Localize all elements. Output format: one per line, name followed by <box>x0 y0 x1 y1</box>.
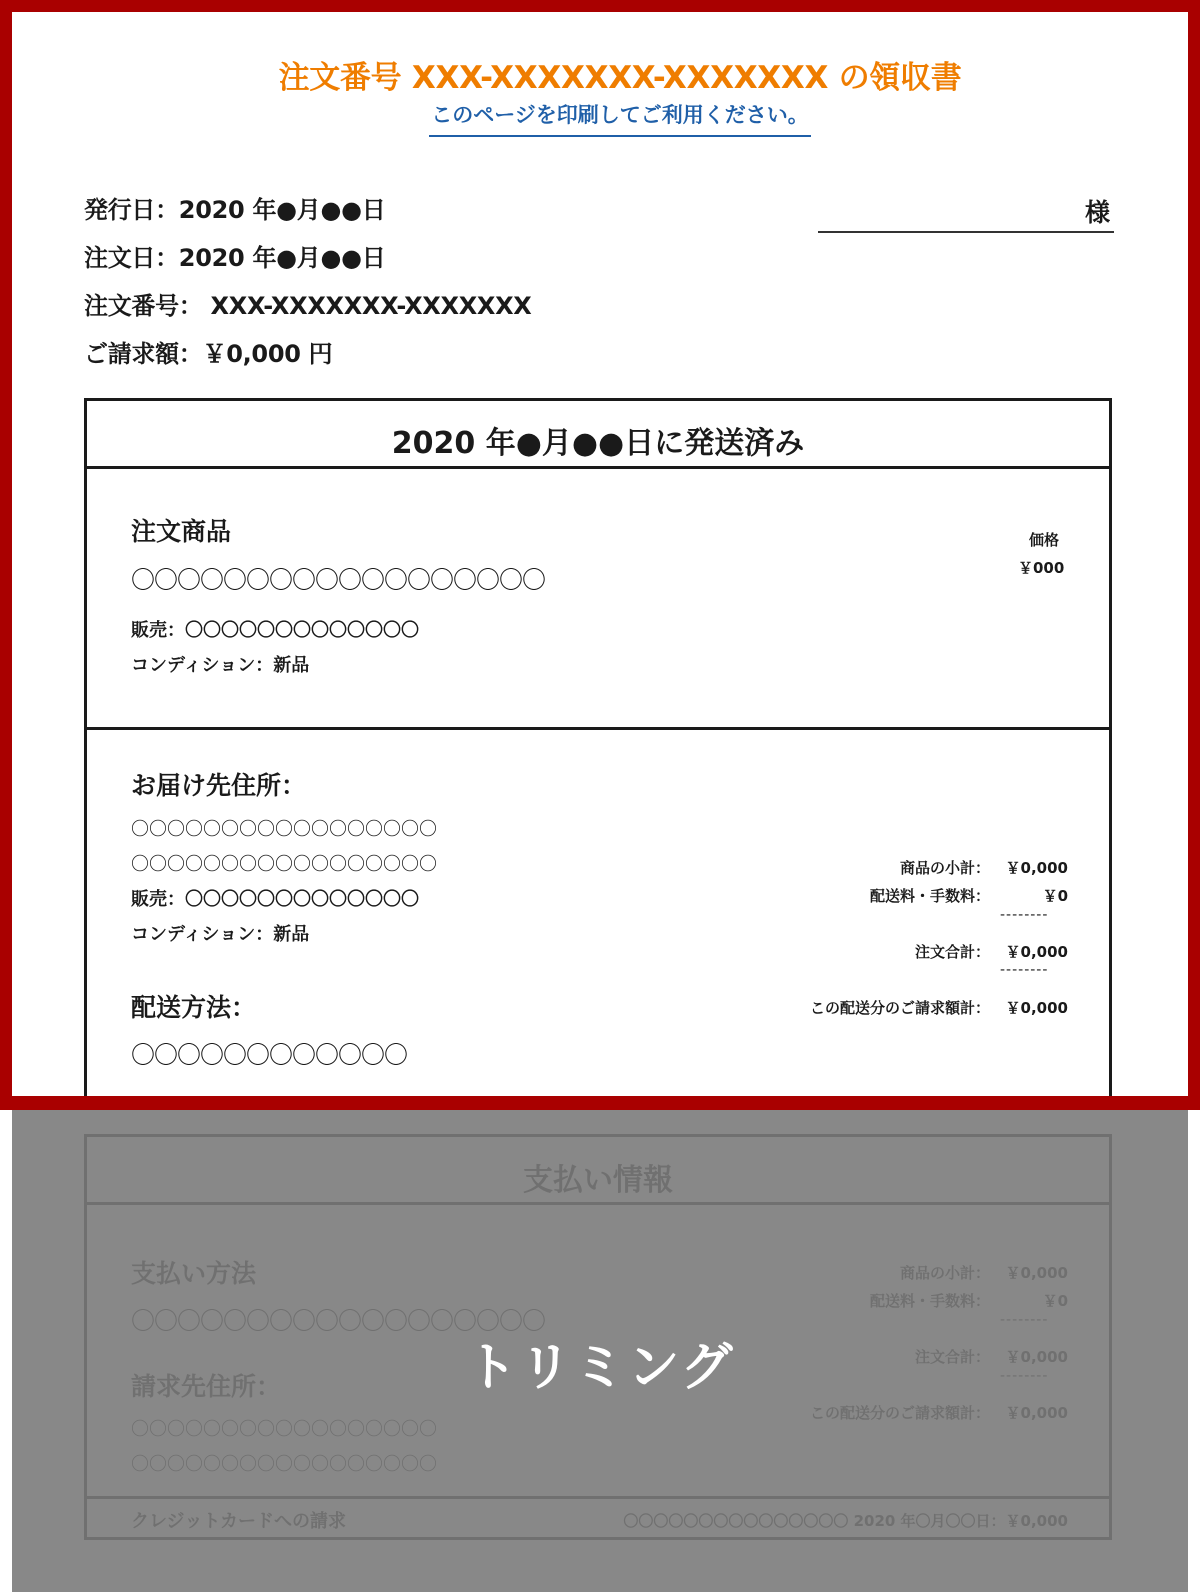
shipment-total-label: この配送分のご請求額計： <box>809 999 990 1017</box>
billing-amount: ご請求額：￥0,000 円 <box>84 340 333 368</box>
trim-label: トリミング <box>465 1338 735 1398</box>
order-total-label: 注文合計： <box>914 943 990 961</box>
recipient-name-line <box>818 231 1114 233</box>
address-line-1: 〇〇〇〇〇〇〇〇〇〇〇〇〇〇〇〇〇 <box>131 819 437 840</box>
shipment-title: 2020 年●月●●日に発送済み <box>391 426 805 461</box>
payment-shipment-total-label: この配送分のご請求額計： <box>809 1404 990 1422</box>
summary-divider: -------- <box>1000 907 1049 923</box>
shipping-fee-value: ￥0 <box>1042 887 1068 905</box>
payment-header-divider <box>84 1202 1112 1205</box>
shipping-fee-label: 配送料・手数料： <box>869 887 990 905</box>
price-value: ￥000 <box>1018 559 1065 577</box>
payment-method-value: 〇〇〇〇〇〇〇〇〇〇〇〇〇〇〇〇〇〇 <box>131 1307 545 1335</box>
payment-subtotal-value: ￥0,000 <box>1005 1264 1068 1282</box>
subtotal-label: 商品の小計： <box>899 859 990 877</box>
payment-shipping-value: ￥0 <box>1042 1292 1068 1310</box>
billing-address-line-1: 〇〇〇〇〇〇〇〇〇〇〇〇〇〇〇〇〇 <box>131 1419 437 1440</box>
honorific: 様 <box>1084 198 1110 227</box>
issue-date: 発行日：2020 年●月●●日 <box>84 196 386 224</box>
price-label: 価格 <box>1029 531 1060 549</box>
items-divider <box>84 727 1112 730</box>
subtotal-value: ￥0,000 <box>1005 859 1068 877</box>
shipping-method-heading: 配送方法： <box>131 993 257 1022</box>
payment-subtotal-label: 商品の小計： <box>899 1264 990 1282</box>
card-charge-label: クレジットカードへの請求 <box>131 1511 347 1532</box>
payment-title: 支払い情報 <box>523 1163 673 1198</box>
item-name: 〇〇〇〇〇〇〇〇〇〇〇〇〇〇〇〇〇〇 <box>131 566 545 594</box>
items-heading: 注文商品 <box>131 517 232 546</box>
address-condition: コンディション：新品 <box>131 924 310 945</box>
shipping-method-value: 〇〇〇〇〇〇〇〇〇〇〇〇 <box>131 1041 407 1069</box>
payment-summary-divider-2: -------- <box>1000 1368 1049 1384</box>
summary-divider-2: -------- <box>1000 962 1049 978</box>
shipment-total-value: ￥0,000 <box>1005 999 1068 1017</box>
shipment-header-divider <box>84 466 1112 469</box>
payment-shipping-label: 配送料・手数料： <box>869 1292 990 1310</box>
order-total-value: ￥0,000 <box>1005 943 1068 961</box>
card-charge-detail: 〇〇〇〇〇〇〇〇〇〇〇〇〇〇〇 2020 年〇月〇〇日：￥0,000 <box>623 1512 1068 1530</box>
order-number: 注文番号： XXX-XXXXXXX-XXXXXXX <box>84 292 532 320</box>
print-note-link[interactable]: このページを印刷してご利用ください。 <box>429 99 811 137</box>
payment-summary-divider: -------- <box>1000 1312 1049 1328</box>
item-condition: コンディション：新品 <box>131 655 310 676</box>
address-seller: 販売：〇〇〇〇〇〇〇〇〇〇〇〇〇 <box>131 889 419 910</box>
payment-method-heading: 支払い方法 <box>131 1259 257 1288</box>
payment-shipment-total-value: ￥0,000 <box>1005 1404 1068 1422</box>
billing-address-line-2: 〇〇〇〇〇〇〇〇〇〇〇〇〇〇〇〇〇 <box>131 1454 437 1475</box>
address-line-2: 〇〇〇〇〇〇〇〇〇〇〇〇〇〇〇〇〇 <box>131 854 437 875</box>
address-heading: お届け先住所： <box>131 771 307 800</box>
order-date: 注文日：2020 年●月●●日 <box>84 244 386 272</box>
receipt-title: 注文番号 XXX-XXXXXXX-XXXXXXX の領収書 <box>278 60 962 96</box>
payment-order-total-value: ￥0,000 <box>1005 1348 1068 1366</box>
payment-order-total-label: 注文合計： <box>914 1348 990 1366</box>
billing-address-heading: 請求先住所： <box>131 1372 282 1401</box>
item-seller: 販売：〇〇〇〇〇〇〇〇〇〇〇〇〇 <box>131 620 419 641</box>
card-divider <box>84 1496 1112 1499</box>
print-note-wrap <box>0 99 1200 137</box>
